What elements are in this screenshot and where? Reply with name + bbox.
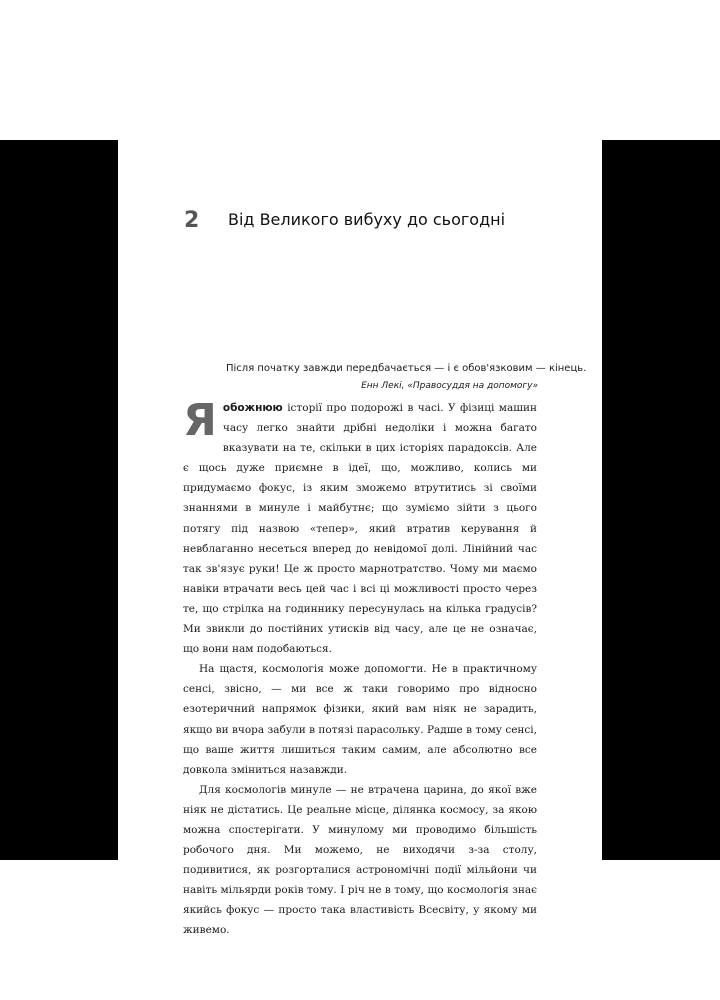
chapter-title: Від Великого вибуху до сьогодні <box>228 210 506 229</box>
epigraph <box>226 361 587 394</box>
drop-cap: Я <box>183 395 217 446</box>
paragraph-3: Для космологів минуле — не втрачена царина, до якої вже ніяк не дістатись. Це реальне місце, ділянка космосу, за якою можна спостерігати. У минулому ми проводимо більшість робочого дня. Ми можемо, не виходячи з-за столу, подивитися, як розгорталися астрономічні події мільйони чи навіть мільярди років тому. І річ не в тому, що космологія знає якийсь фокус — просто така властивість Всесвіту, у якому ми живемо. <box>183 783 537 937</box>
epigraph-quote: Після початку завжди передбачається — і є обов'язковим — кінець. <box>226 363 587 374</box>
paragraph-2: На щастя, космологія може допомогти. Не в практичному сенсі, звісно, — ми все ж таки говоримо про відносно езотеричний напрямок фізики, який вам ніяк не зарадить, якщо ви вчора забули в потязі парасольку. Радше в тому сенсі, що ваше життя лишиться таким самим, але абсолютно все довкола зміниться назавжди. <box>183 663 537 776</box>
epigraph-source: Енн Лекі, «Правосуддя на допомогу» <box>361 381 538 391</box>
left-black-border <box>0 140 118 860</box>
right-black-border <box>602 140 720 860</box>
chapter-number: 2 <box>184 208 200 233</box>
paragraph-1-text: історії про подорожі в часі. У фізиці машин часу легко знайти дрібні недоліки і можна багато вказувати на те, скільки в цих історіях парадоксів. Але є щось дуже приємне в ідеї, що, можливо, колись ми придумаємо фокус, із яким зможемо втрутитись зі своїми знаннями в минуле і майбутнє; що зуміємо зійти з цього потягу під назвою «тепер», який втратив керування й невблаганно несеться вперед до невідомої долі. Лінійний час так зв'язує руки! Це ж просто марнотратство. Чому ми маємо навіки втрачати весь цей час і всі ці можливості просто через те, що стрілка на годиннику пересунулась на кілька градусів? Ми звикли до постійних утисків від часу, але це не означає, що вони нам подобаються. <box>183 402 537 656</box>
book-page <box>118 140 602 937</box>
paragraph-1 <box>183 395 537 659</box>
body-text <box>183 395 537 941</box>
lead-word: обожнюю <box>222 402 283 414</box>
